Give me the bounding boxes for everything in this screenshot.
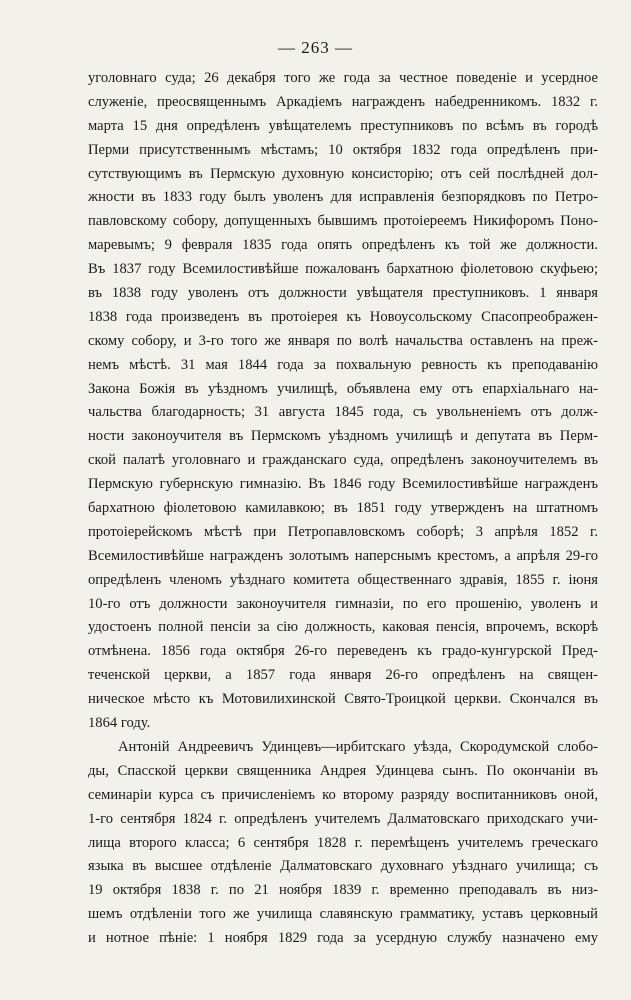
text-line: 1864 году. [88,715,151,732]
body-text [88,67,598,951]
text-line: Закона Божія въ уѣздномъ училищѣ, объявлена ему отъ епархіальнаго на- [88,380,598,397]
text-line: немъ мѣстѣ. 31 мая 1844 года за похвальную ревность къ преподаванію [88,356,598,373]
text-line: удостоенъ полной пенсіи за сію должность, каковая пенсія, впрочемъ, вскорѣ [88,619,598,636]
text-line: 1838 года произведенъ въ протоіерея къ Новоусольскому Спасопреображен- [88,308,598,325]
text-line: 19 октября 1838 г. по 21 ноября 1839 г. временно преподавалъ въ низ- [88,882,598,899]
text-line: сутствующимъ въ Пермскую духовную консисторію; отъ сей послѣдней дол- [88,165,598,182]
text-line: чальства благодарность; 31 августа 1845 года, съ увольненіемъ отъ долж- [88,404,598,421]
text-line: павловскому собору, допущенныхъ бывшимъ протоіереемъ Никифоромъ Поно- [88,213,598,230]
text-line: скому собору, и 3-го того же января по волѣ начальства оставленъ на преж- [88,332,598,349]
text-line: Антоній Андреевичъ Удинцевъ—ирбитскаго уѣзда, Скородумской слобо- [118,738,598,755]
text-line: маревымъ; 9 февраля 1835 года опять опредѣленъ къ той же должности. [88,237,598,254]
text-line: теченской церкви, а 1857 года января 26-го опредѣленъ на священ- [88,667,598,684]
text-line: 10-го отъ должности законоучителя гимназіи, по его прошенію, уволенъ и [88,595,598,612]
text-line: лища второго класса; 6 сентября 1828 г. перемѣщенъ учителемъ греческаго [88,834,598,851]
text-line: ности законоучителя въ Пермскомъ уѣздномъ училищѣ и депутата въ Перм- [88,428,598,445]
text-line: шемъ отдѣленіи того же училища славянскую грамматику, уставъ церковный [88,906,598,923]
text-line: марта 15 дня опредѣленъ увѣщателемъ преступниковъ по всѣмъ въ городѣ [88,117,598,134]
text-line: ническое мѣсто къ Мотовилихинской Свято-Троицкой церкви. Скончался въ [88,691,598,708]
text-line: Въ 1837 году Всемилостивѣйше пожалованъ бархатною фіолетовою скуфьею; [88,261,598,278]
text-line: 1-го сентября 1824 г. опредѣленъ учителемъ Далматовскаго приходскаго учи- [88,810,598,827]
text-line: ской палатѣ уголовнаго и гражданскаго суда, опредѣленъ законоучителемъ въ [88,452,598,469]
paragraph-1 [88,67,598,736]
text-line: бархатною фіолетовою камилавкою; въ 1851 году утвержденъ на штатномъ [88,500,598,517]
text-line: Пермскую губернскую гимназію. Въ 1846 году Всемилостивѣйше награжденъ [88,476,598,493]
text-line: уголовнаго суда; 26 декабря того же года за честное поведеніе и усердное [88,70,598,86]
text-line: служеніе, преосвященнымъ Аркадіемъ награжденъ набедренникомъ. 1832 г. [88,93,598,110]
text-line: языка въ высшее отдѣленіе Далматовскаго духовнаго уѣзднаго училища; съ [88,858,598,875]
text-line: въ 1838 году уволенъ отъ должности увѣщателя преступниковъ. 1 января [88,285,598,302]
text-line: семинаріи курса съ причисленіемъ ко второму разряду воспитанниковъ оной, [88,786,598,803]
text-line: ды, Спасской церкви священника Андрея Удинцева сынъ. По окончаніи въ [88,762,598,779]
text-line: протоіерейскомъ мѣстѣ при Петропавловскомъ соборѣ; 3 апрѣля 1852 г. [88,523,598,540]
text-line: опредѣленъ членомъ уѣзднаго комитета общественнаго здравія, 1855 г. іюня [88,571,598,588]
text-line: отмѣнена. 1856 года октября 26-го переведенъ къ градо-кунгурской Пред- [88,643,598,660]
text-line: и нотное пѣніе: 1 ноября 1829 года за усердную службу назначено ему [88,930,598,947]
paragraph-2 [88,736,598,951]
text-line: жности въ 1833 году былъ уволенъ для исправленія безпорядковъ по Петро- [88,189,598,206]
text-line: Перми присутственнымъ мѣстамъ; 10 октября 1832 года опредѣленъ при- [88,141,598,158]
text-line: Всемилостивѣйше награжденъ золотымъ наперснымъ крестомъ, а апрѣля 29-го [88,547,598,564]
page-number: — 263 — [278,38,353,57]
